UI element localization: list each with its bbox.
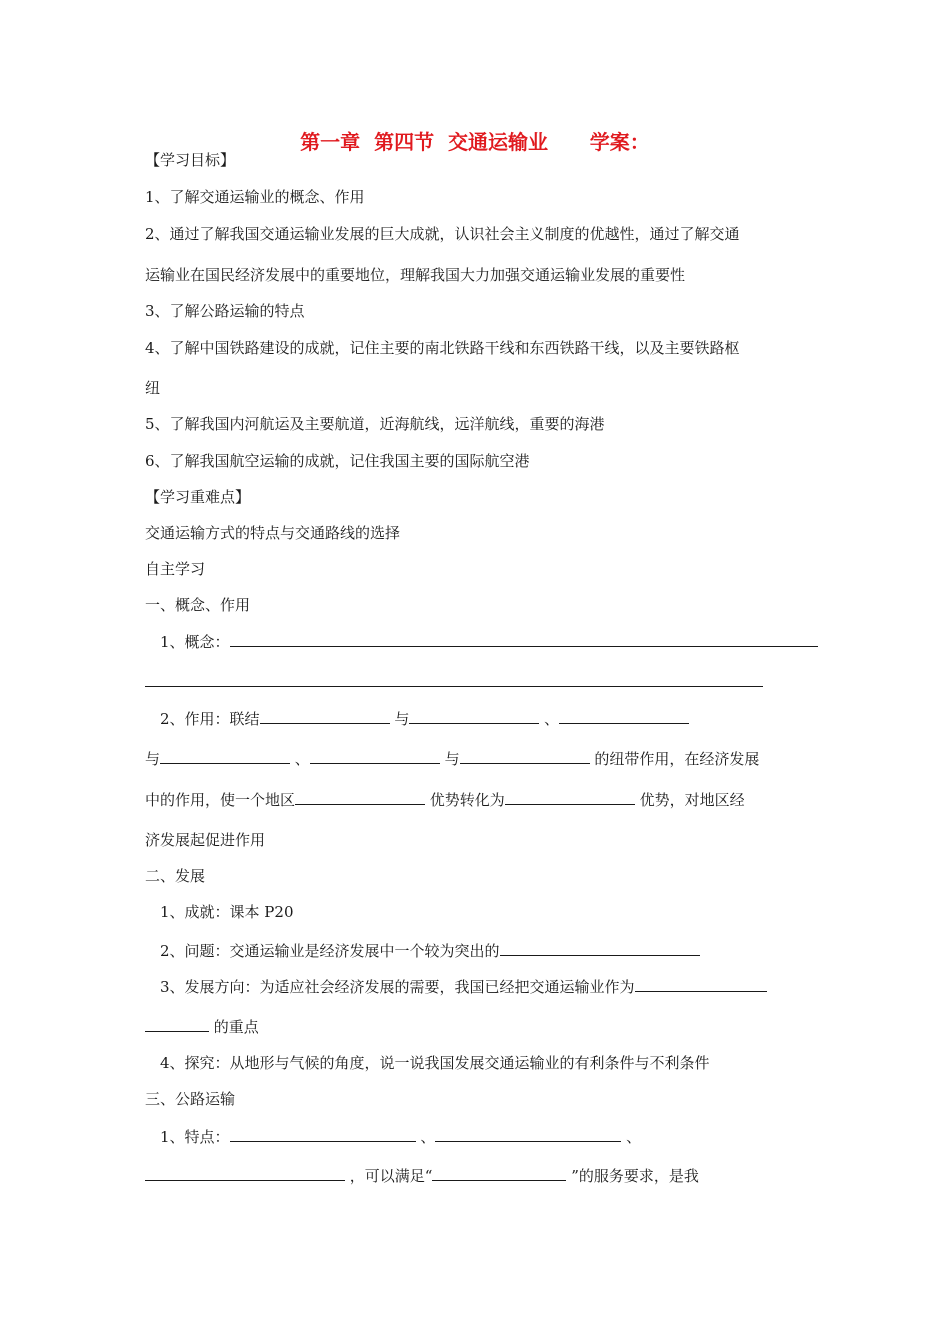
role-tail: 的纽带作用，在经济发展 [594, 750, 760, 768]
objective-item: 3、了解公路运输的特点 [145, 302, 305, 320]
service-blank[interactable] [432, 1165, 566, 1181]
direction-blank[interactable] [635, 976, 767, 992]
section2-item-2 [160, 940, 700, 961]
objective-item: 纽 [145, 379, 161, 397]
feature-blank-2[interactable] [435, 1126, 621, 1142]
concept-blank[interactable] [230, 631, 818, 647]
role-mid-1: 中的作用，使一个地区 [145, 791, 296, 809]
role-blank-5[interactable] [310, 748, 440, 764]
section3-tail-2: ”的服务要求，是我 [571, 1167, 699, 1185]
role-blank-6[interactable] [460, 748, 590, 764]
role-dun-2: 、 [294, 750, 310, 768]
role-line-3 [145, 789, 745, 810]
role-blank-4[interactable] [160, 748, 290, 764]
role-dun: 、 [544, 710, 560, 728]
objective-item: 1、了解交通运输业的概念、作用 [145, 188, 365, 206]
direction-blank-2[interactable] [145, 1016, 209, 1032]
objective-item: 6、了解我国航空运输的成就，记住我国主要的国际航空港 [145, 452, 530, 470]
section2-item-3-cont [145, 1016, 259, 1037]
concept-line [160, 631, 818, 652]
objective-item: 2、通过了解我国交通运输业发展的巨大成就，认识社会主义制度的优越性，通过了解交通 [145, 225, 740, 243]
section2-item-2-text: 2、问题：交通运输业是经济发展中一个较为突出的 [160, 942, 500, 960]
objective-item: 4、了解中国铁路建设的成就，记住主要的南北铁路干线和东西铁路干线，以及主要铁路枢 [145, 339, 740, 357]
section3-item-1 [160, 1126, 641, 1147]
role-line-2 [145, 748, 759, 769]
role-yu-2: 与 [145, 750, 161, 768]
role-mid-2: 优势转化为 [429, 791, 505, 809]
key-points-text: 交通运输方式的特点与交通路线的选择 [145, 524, 401, 542]
self-study-label: 自主学习 [145, 560, 206, 578]
problem-blank[interactable] [500, 940, 700, 956]
section2-item-3 [160, 976, 767, 997]
section2-item-4: 4、探究：从地形与气候的角度，说一说我国发展交通运输业的有利条件与不利条件 [160, 1054, 710, 1072]
role-label: 2、作用：联结 [160, 710, 260, 728]
feature-blank-1[interactable] [230, 1126, 416, 1142]
section3-item-1-cont [145, 1165, 699, 1186]
role-blank-2[interactable] [409, 708, 539, 724]
section2-heading: 二、发展 [145, 867, 206, 885]
objective-item: 运输业在国民经济发展中的重要地位，理解我国大力加强交通运输业发展的重要性 [145, 266, 686, 284]
role-blank-7[interactable] [295, 789, 425, 805]
section3-heading: 三、公路运输 [145, 1090, 236, 1108]
concept-blank-line2[interactable] [145, 686, 763, 687]
section3-dun-2: 、 [626, 1128, 642, 1146]
objective-item: 5、了解我国内河航运及主要航道，近海航线，远洋航线，重要的海港 [145, 415, 605, 433]
role-blank-8[interactable] [505, 789, 635, 805]
role-mid-3: 优势，对地区经 [639, 791, 745, 809]
feature-blank-3[interactable] [145, 1165, 345, 1181]
key-points-heading: 【学习重难点】 [145, 488, 251, 506]
role-end: 济发展起促进作用 [145, 831, 266, 849]
section3-dun-1: 、 [420, 1128, 436, 1146]
role-line [160, 708, 689, 729]
section2-item-3-end: 的重点 [213, 1018, 259, 1036]
section3-tail-1: ，可以满足“ [349, 1167, 433, 1185]
section3-item-1-label: 1、特点： [160, 1128, 230, 1146]
role-blank-1[interactable] [260, 708, 390, 724]
role-blank-3[interactable] [559, 708, 689, 724]
section1-heading: 一、概念、作用 [145, 596, 251, 614]
role-yu-3: 与 [444, 750, 460, 768]
page-title: 第一章 第四节 交通运输业 学案： [300, 130, 650, 154]
section2-item-1: 1、成就：课本 P20 [160, 903, 294, 921]
concept-label: 1、概念： [160, 633, 230, 651]
objectives-heading: 【学习目标】 [145, 151, 236, 169]
role-yu: 与 [394, 710, 410, 728]
section2-item-3-text: 3、发展方向：为适应社会经济发展的需要，我国已经把交通运输业作为 [160, 978, 635, 996]
